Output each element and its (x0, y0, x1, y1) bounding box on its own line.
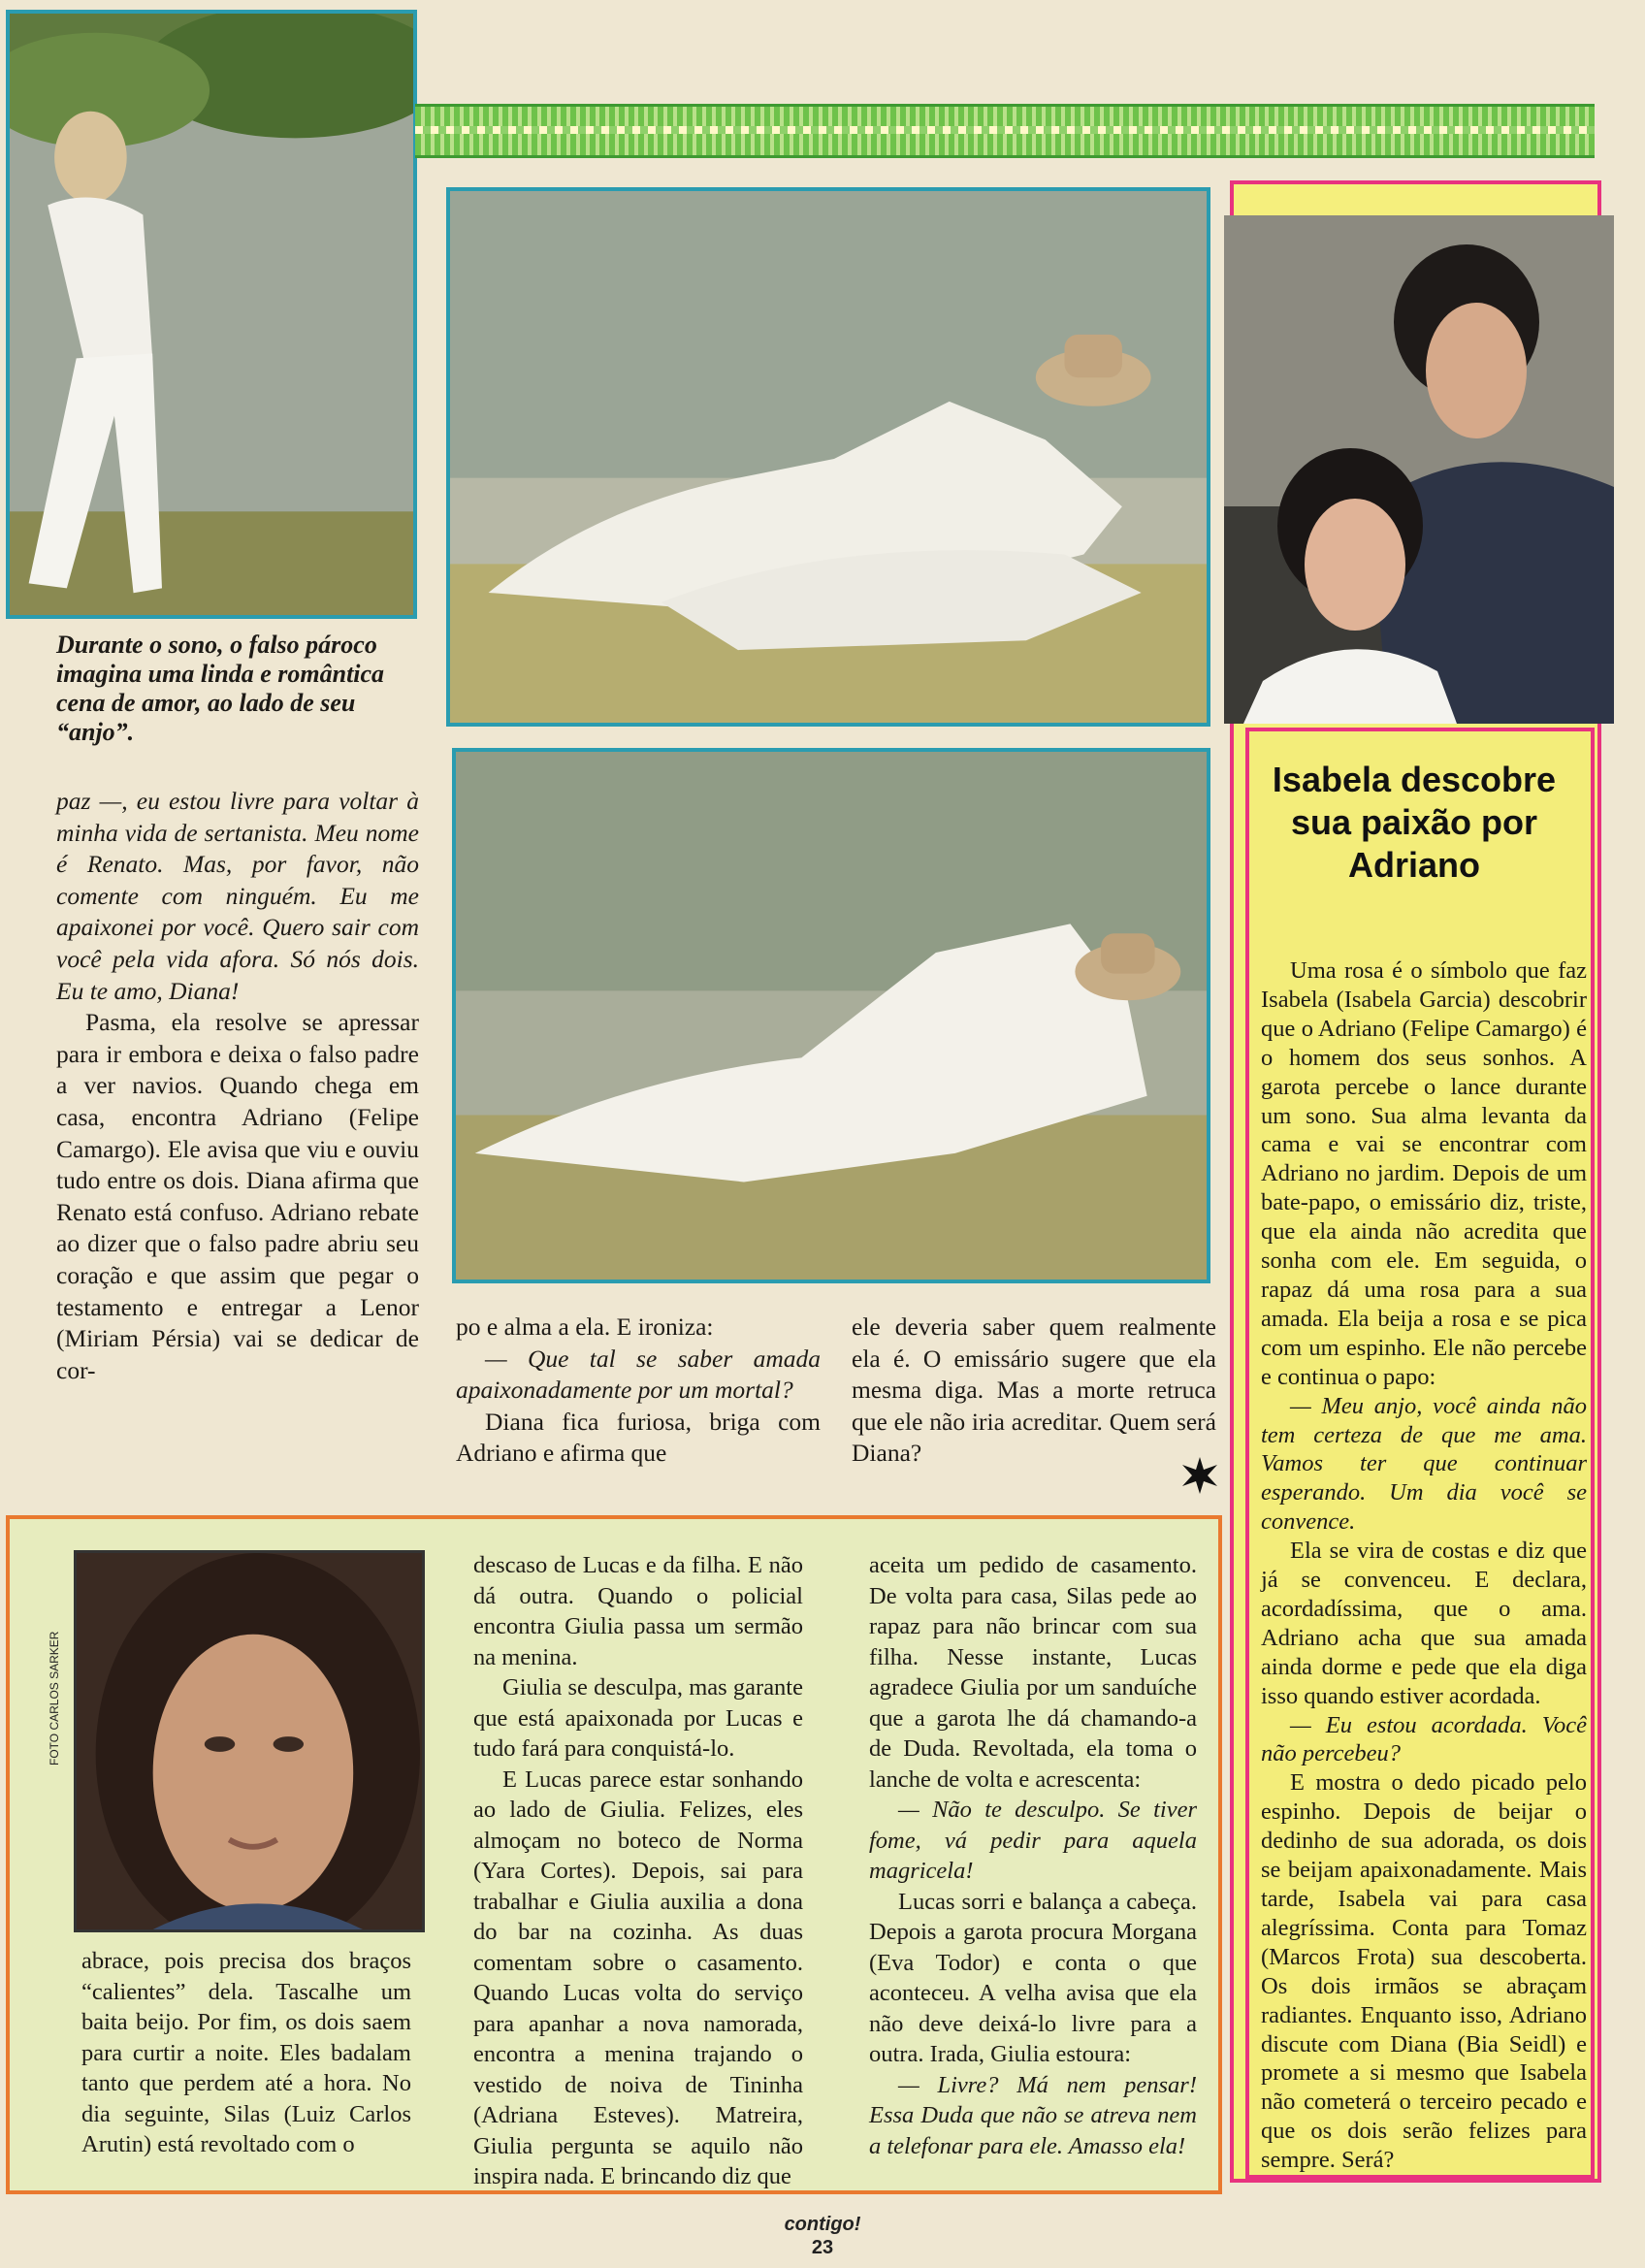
article-column-2 (456, 1312, 821, 1470)
magazine-name: contigo! (784, 2214, 861, 2235)
article-paragraph: — Que tal se saber amada apaixonadamente por um mortal? (456, 1344, 821, 1405)
bottom-paragraph: — Livre? Má nem pensar! Essa Duda que não se atreva nem a telefonar para ele. Amasso ela! (869, 2071, 1197, 2159)
sidebar-paragraph: Uma rosa é o símbolo que faz Isabela (Isabela Garcia) descobrir que o Adriano (Felipe Camargo) é o homem dos seus sonhos. A garota percebe o lance durante um sono. Sua alma levanta da cama e vai se encontrar com Adriano no jardim. Depois de um bate-papo, o emissário diz, triste, que ela ainda não acredita que sonha com ele. Em seguida, o rapaz dá uma rosa para a sua amada. Ela beija a rosa e se pica com um espinho. Ele não percebe e continua o papo: (1261, 957, 1587, 1390)
photo-giulia-portrait (74, 1550, 425, 1932)
bottom-paragraph: descaso de Lucas e da filha. E não dá outra. Quando o policial encontra Giulia passa um sermão na menina. (473, 1552, 803, 1670)
bottom-paragraph: — Não te desculpo. Se tiver fome, vá pedir para aquela magricela! (869, 1797, 1197, 1884)
decorative-green-band (415, 104, 1595, 158)
sidebar-text (1261, 956, 1587, 2175)
bottom-column-2 (473, 1550, 803, 2192)
photo-isabela-and-adriano (1224, 215, 1614, 724)
sidebar-paragraph: — Eu estou acordada. Você não percebeu? (1261, 1711, 1587, 1767)
article-column-1 (56, 786, 419, 1386)
page-number: 23 (811, 2237, 834, 2258)
article-paragraph: paz —, eu estou livre para voltar à minha vida de sertanista. Meu nome é Renato. Mas, por favor, não comente com ninguém. Eu me apaixonei por você. Quero sair com você pela vida afora. Só nós dois. Eu te amo, Diana! (56, 787, 419, 1005)
bottom-column-1 (81, 1946, 411, 2160)
article-paragraph: Diana fica furiosa, briga com Adriano e afirma que (456, 1407, 821, 1468)
bottom-paragraph: E Lucas parece estar sonhando ao lado de Giulia. Felizes, eles almoçam no boteco de Norma (Yara Cortes). Depois, sai para trabalhar e Giulia auxilia a dona do bar na cozinha. As duas comentam sobre o casamento. Quando Lucas volta do serviço para apanhar a nova namorada, encontra a menina trajando o vestido de noiva de Tininha (Adriana Esteves). Matreira, Giulia pergunta se aquilo não inspira nada. E brincando diz que (473, 1766, 803, 2189)
sidebar-headline: Isabela descobre sua paixão por Adriano (1272, 760, 1557, 885)
article-paragraph: po e alma a ela. E ironiza: (456, 1312, 714, 1341)
photo-couple-on-grass-1 (446, 187, 1210, 727)
bottom-paragraph: aceita um pedido de casamento. De volta para casa, Silas pede ao rapaz para não brincar com sua filha. Nesse instante, Lucas agradece Giulia por um sanduíche que a garota lhe dá chamando-a de Duda. Revoltada, ela toma o lanche de volta e acrescenta: (869, 1552, 1197, 1793)
end-mark-star-icon (1181, 1457, 1218, 1494)
bottom-column-3 (869, 1550, 1197, 2161)
sidebar-paragraph: Ela se vira de costas e diz que já se convenceu. E declara, acordadíssima, que o ama. Adriano acha que sua amada ainda dorme e pede que ela diga isso quando estiver acordada. (1261, 1538, 1587, 1709)
article-column-3 (852, 1312, 1216, 1470)
sidebar-paragraph: E mostra o dedo picado pelo espinho. Depois de beijar o dedinho de sua adorada, os dois se beijam apaixonadamente. Mais tarde, Isabela vai para casa alegríssima. Conta para Tomaz (Marcos Frota) sua descoberta. Os dois irmãos se abraçam radiantes. Enquanto isso, Adriano discute com Diana (Bia Seidl) e promete a si mesmo que Isabela não cometerá o terceiro pecado e que os dois serão felizes para sempre. Será? (1261, 1769, 1587, 2174)
photo-woman-by-lake (6, 10, 417, 619)
photo-couple-on-grass-2 (452, 748, 1210, 1283)
bottom-paragraph: abrace, pois precisa dos braços “calientes” dela. Tascalhe um baita beijo. Por fim, os dois saem para curtir a noite. Eles badalam tanto que perdem até a hora. No dia seguinte, Silas (Luiz Carlos Arutin) está revoltado com o (81, 1948, 411, 2157)
bottom-paragraph: Giulia se desculpa, mas garante que está apaixonada por Lucas e tudo fará para conquistá-lo. (473, 1674, 803, 1762)
sidebar-paragraph: — Meu anjo, você ainda não tem certeza de que me ama. Vamos ter que continuar esperando. Um dia você se convence. (1261, 1392, 1587, 1536)
article-paragraph: ele deveria saber quem realmente ela é. O emissário sugere que ela mesma diga. Mas a morte retruca que ele não iria acreditar. Quem será Diana? (852, 1312, 1216, 1468)
photo-credit: FOTO CARLOS SARKER (48, 1631, 61, 1766)
bottom-paragraph: Lucas sorri e balança a cabeça. Depois a garota procura Morgana (Eva Todor) e conta o que aconteceu. A velha avisa que ela não deve deixá-lo livre para a outra. Irada, Giulia estoura: (869, 1888, 1197, 2067)
article-paragraph: Pasma, ela resolve se apressar para ir embora e deixa o falso padre a ver navios. Quando chega em casa, encontra Adriano (Felipe Camargo). Ele avisa que viu e ouviu tudo entre os dois. Diana afirma que Renato está confuso. Adriano rebate ao dizer que o falso padre abriu seu coração e que assim que pegar o testamento e entregar a Lenor (Miriam Pérsia) vai se dedicar de cor- (56, 1008, 419, 1384)
photo-caption: Durante o sono, o falso pároco imagina uma linda e romântica cena de amor, ao lado de seu “anjo”. (56, 631, 385, 746)
